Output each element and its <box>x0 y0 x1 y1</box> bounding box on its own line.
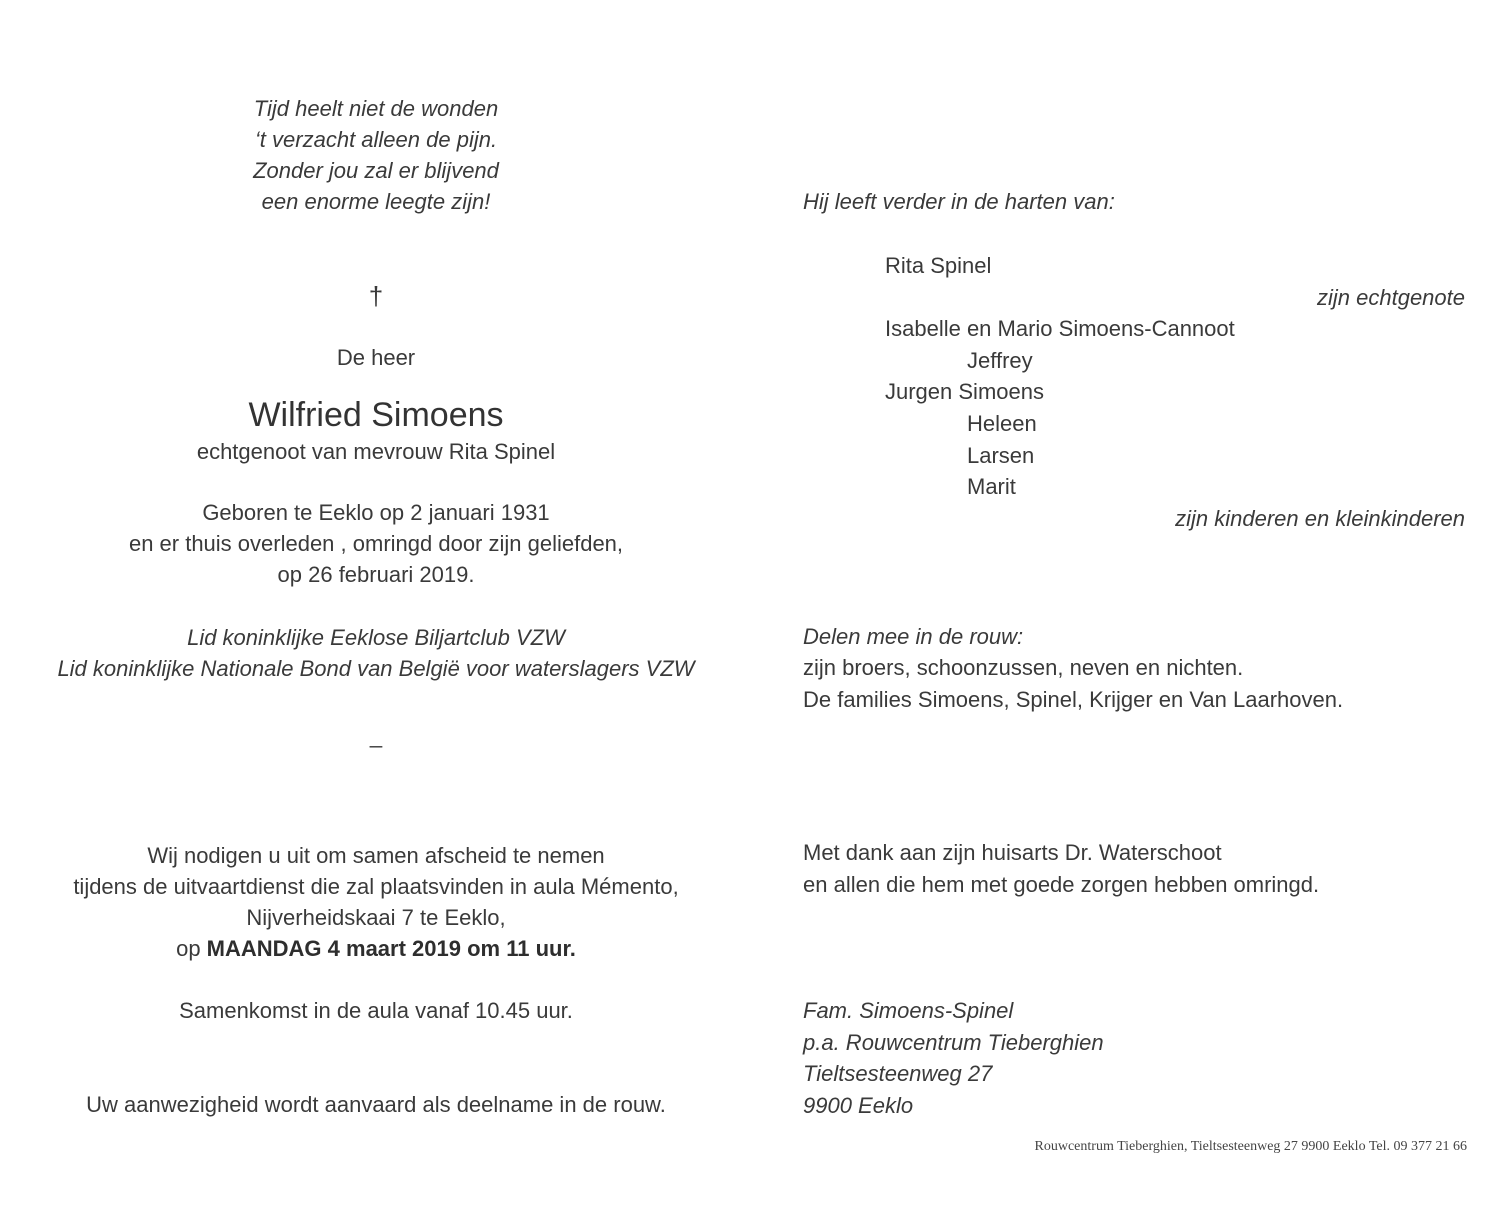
family-grandchild: Marit <box>967 474 1016 499</box>
address-line: p.a. Rouwcentrum Tieberghien <box>803 1030 1104 1055</box>
membership-line: Lid koninklijke Nationale Bond van België voor waterslagers VZW <box>57 656 695 681</box>
address-line: Fam. Simoens-Spinel <box>803 998 1014 1023</box>
poem-line: ‘t verzacht alleen de pijn. <box>254 127 498 152</box>
poem <box>0 93 752 217</box>
children-role: zijn kinderen en kleinkinderen <box>1175 506 1465 531</box>
poem-line: een enorme leegte zijn! <box>261 189 491 214</box>
address-line: 9900 Eeklo <box>803 1093 914 1118</box>
birth-death-line: Geboren te Eeklo op 2 januari 1931 <box>202 500 550 525</box>
wife-role: zijn echtgenote <box>1317 285 1465 310</box>
deceased-name: Wilfried Simoens <box>248 396 504 434</box>
family-grandchild: Jeffrey <box>967 348 1033 373</box>
address-line: Tieltsesteenweg 27 <box>803 1061 993 1086</box>
hearts-intro: Hij leeft verder in de harten van: <box>803 189 1115 214</box>
birth-death-block <box>0 497 752 590</box>
invitation-block <box>0 840 752 964</box>
invitation-line: tijdens de uitvaartdienst die zal plaatsvinden in aula Mémento, <box>73 874 679 899</box>
birth-death-line: op 26 februari 2019. <box>277 562 475 587</box>
invitation-date-prefix: op <box>176 936 207 961</box>
attendance-line: Uw aanwezigheid wordt aanvaard als deelname in de rouw. <box>86 1092 666 1117</box>
thanks-line: Met dank aan zijn huisarts Dr. Waterschoot <box>803 840 1222 865</box>
invitation-date: MAANDAG 4 maart 2019 om 11 uur. <box>206 936 576 961</box>
poem-line: Tijd heelt niet de wonden <box>253 96 499 121</box>
invitation-line: Wij nodigen u uit om samen afscheid te nemen <box>147 843 605 868</box>
cross-icon: † <box>368 281 384 311</box>
family-grandchild: Larsen <box>967 443 1035 468</box>
family-child: Isabelle en Mario Simoens-Cannoot <box>885 316 1235 341</box>
family-child: Jurgen Simoens <box>885 379 1044 404</box>
gathering-line: Samenkomst in de aula vanaf 10.45 uur. <box>179 998 573 1023</box>
spouse-line: echtgenoot van mevrouw Rita Spinel <box>196 439 556 464</box>
invitation-date-line <box>0 933 752 964</box>
mourning-intro: Delen mee in de rouw: <box>803 624 1024 649</box>
birth-death-line: en er thuis overleden , omringd door zijn geliefden, <box>128 531 624 556</box>
membership-line: Lid koninklijke Eeklose Biljartclub VZW <box>187 625 565 650</box>
title-prefix: De heer <box>336 345 416 370</box>
family-wife: Rita Spinel <box>885 253 992 278</box>
invitation-line: Nijverheidskaai 7 te Eeklo, <box>246 905 506 930</box>
thanks-line: en allen die hem met goede zorgen hebben omringd. <box>803 872 1320 897</box>
memberships-block <box>0 622 752 684</box>
separator: _ <box>369 723 383 748</box>
mourning-line: zijn broers, schoonzussen, neven en nichten. <box>803 655 1244 680</box>
family-grandchild: Heleen <box>967 411 1037 436</box>
mourning-line: De families Simoens, Spinel, Krijger en Van Laarhoven. <box>803 687 1344 712</box>
poem-line: Zonder jou zal er blijvend <box>253 158 499 183</box>
footer-funeral-home: Rouwcentrum Tieberghien, Tieltsesteenweg 27 9900 Eeklo Tel. 09 377 21 66 <box>1034 1139 1467 1154</box>
